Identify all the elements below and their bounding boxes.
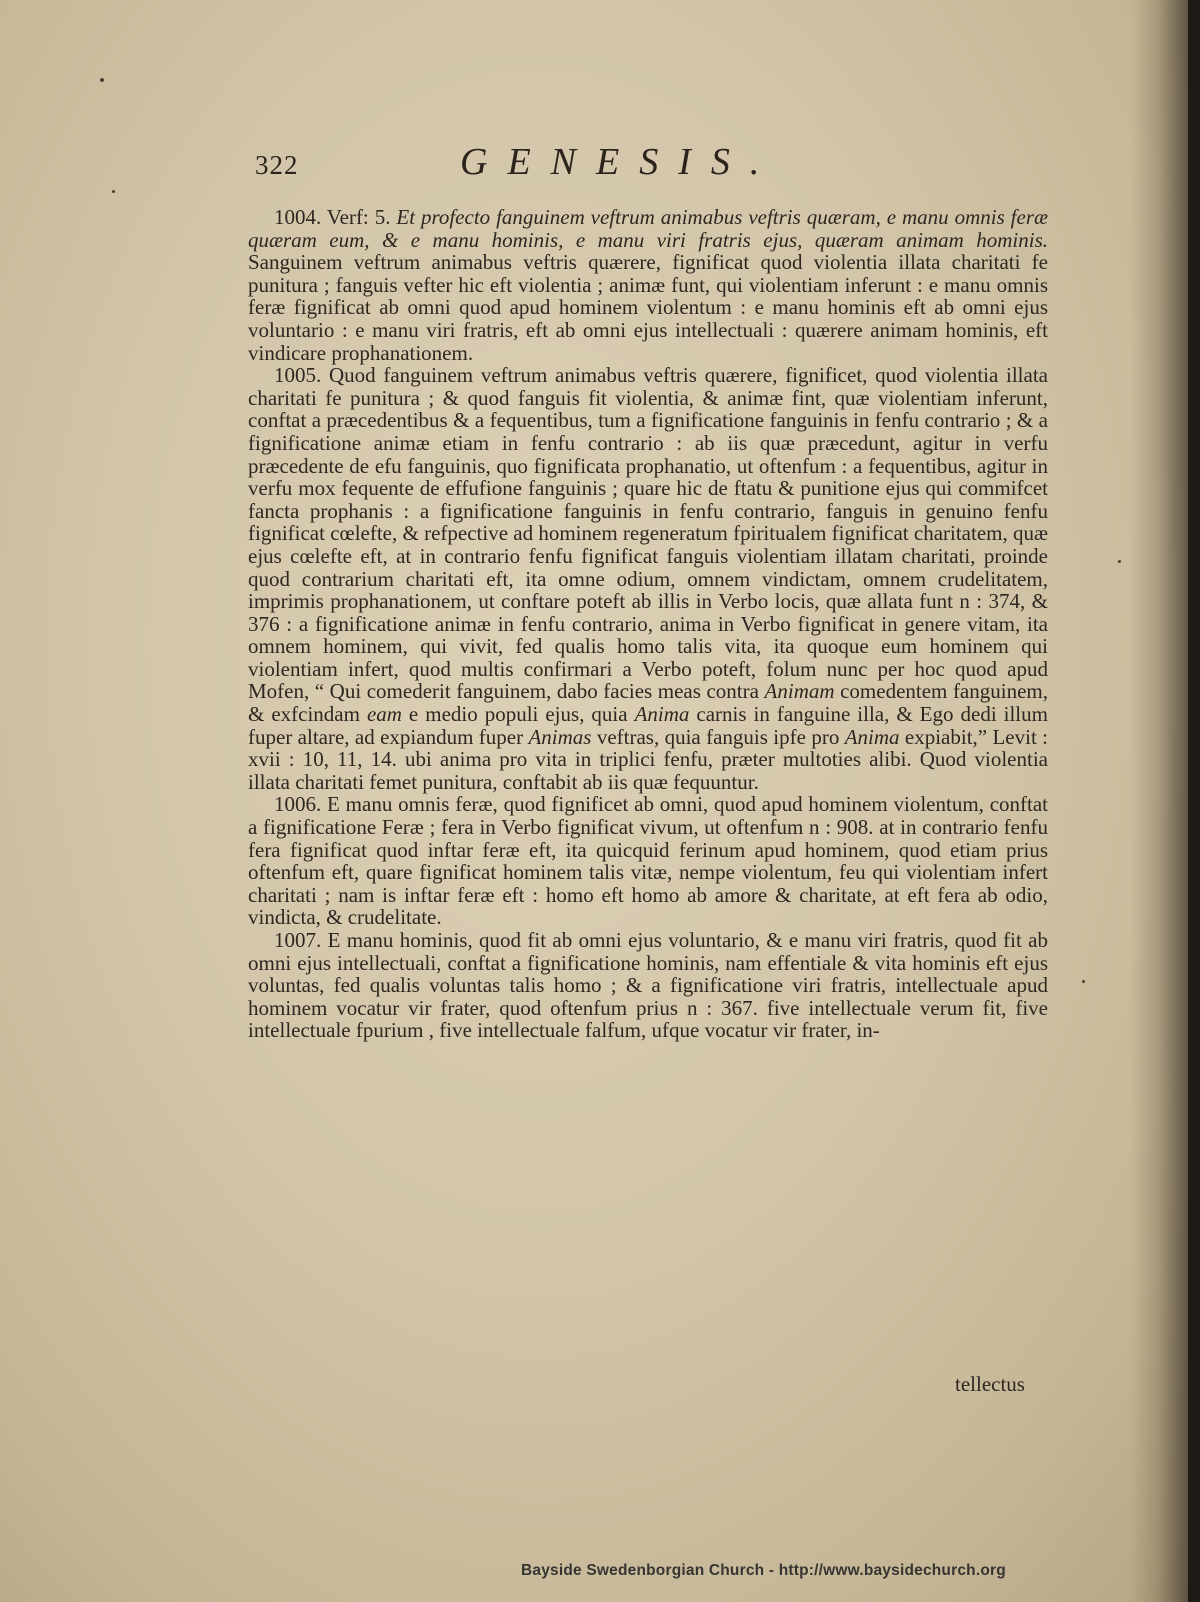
verse-reference: Verf: 5. xyxy=(321,205,397,229)
quote-italic: Animam xyxy=(764,679,835,704)
body-text xyxy=(248,206,1048,1042)
spine-shadow xyxy=(1188,0,1200,1602)
paragraph-1005 xyxy=(248,364,1048,793)
quote-italic: Animas xyxy=(528,724,592,749)
paragraph-1007 xyxy=(248,929,1048,1042)
paragraph-1004 xyxy=(248,206,1048,364)
quote-italic: Anima xyxy=(844,724,900,749)
paragraph-number: 1007. xyxy=(274,928,322,952)
paragraph-text: E manu hominis, quod fit ab omni ejus voluntario, & e manu viri fratris, quod fit ab omni ejus intellectuali, conftat a fignificatione hominis, nam effentiale & vita hominis eft ejus voluntas, fed qualis voluntas talis homo ; & a fignificatione viri fratris, intellectuale apud hominem vocatur vir frater, quod oftenfum prius n : 367. five intellectuale verum fit, five intellectuale fpurium , five intellectuale falfum, ufque vocatur vir frater, in- xyxy=(248,928,1048,1043)
running-head xyxy=(255,140,875,190)
quote-italic: Anima xyxy=(634,702,690,727)
quote-italic: eam xyxy=(366,702,402,727)
paper-speck xyxy=(1118,560,1121,563)
watermark-credit: Bayside Swedenborgian Church - http://www.baysidechurch.org xyxy=(521,1562,1006,1579)
paragraph-text: Quod fanguinem veftrum animabus veftris quærere, fignificet, quod violentia illata charitati fe punitura ; & quod fanguis fit violentia, & animæ fint, quæ violentiam inferunt, conftat a præcedentibus & a fequentibus, tum a fignificatione fanguinis in fenfu contrario ; & a fignificatione animæ etiam in fenfu contrario : ab iis quæ præcedunt, agitur in verfu præcedente de efu fanguinis, quo fignificata prophanatio, ut oftenfum : a fequentibus, agitur in verfu mox fequente de effufione fanguinis ; quare hic de ftatu & punitione ejus qui commifcet fancta prophanis : a fignificatione fanguinis in fenfu contrario, fanguis in genuino fenfu fignificat cœlefte, & refpective ad hominem regeneratum fpiritualem fignificat charitatem, quæ ejus cœlefte eft, at in contrario fenfu fignificat fanguis violentiam illatam charitati, proinde quod contrarium charitati eft, ita omne odium, omnem vindictam, omnem crudelitatem, imprimis prophanationem, ut conftare poteft ab illis in Verbo locis, quæ allata funt n : 374, & 376 : a fignificatione animæ in fenfu contrario, anima in Verbo fignificat in genere vitam, ita omnem hominem, qui vivit, fed qualis homo talis vita, ita quoque eum hominem qui violentiam infert, quod multis confirmari a Verbo poteft, folum nunc per hoc quod apud Mofen, “ Qui comederit fanguinem, dabo facies meas contra xyxy=(248,363,1048,704)
paragraph-number: 1004. xyxy=(274,205,322,229)
quote-text: e medio populi ejus, quia xyxy=(401,702,635,727)
quote-text: carnis in fanguine illa, & Ego dedi illum fuper altare, ad expiandum fuper xyxy=(248,702,1048,749)
quote-text: comedentem fanguinem, & exfcindam xyxy=(248,679,1048,727)
paragraph-number: 1005. xyxy=(274,363,322,388)
paragraph-1006 xyxy=(248,793,1048,929)
quote-text: expiabit,” Levit : xvii : 10, 11, 14. ubi anima pro vita in triplici fenfu, præter multoties alibi. Quod violentia illata charitati femet punitura, conftabit ab iis quæ fequuntur. xyxy=(248,724,1048,794)
quote-text: veftras, quia fanguis ipfe pro xyxy=(591,724,845,749)
paper-speck xyxy=(112,190,115,193)
paragraph-text: E manu omnis feræ, quod fignificet ab omni, quod apud hominem violentum, conftat a fignificatione Feræ ; fera in Verbo fignificat vivum, ut oftenfum n : 908. at in contrario fenfu fera fignificat quod inftar feræ eft, ita quicquid ferinum apud hominem, quod etiam prius oftenfum eft, quare fignificat hominem talis vitæ, nempe violentum, feu qui violentiam infert charitati ; nam is inftar feræ eft : homo eft homo ab amore & charitate, at eft fera ab odio, vindicta, & crudelitate. xyxy=(248,792,1048,930)
page-number: 322 xyxy=(255,150,299,180)
paper-speck xyxy=(100,78,104,82)
paper-speck xyxy=(1082,980,1085,983)
catchword: tellectus xyxy=(955,1372,1025,1396)
verse-quotation: Et profecto fanguinem veftrum animabus veftris quæram, e manu omnis feræ quæram eum, & e manu hominis, e manu viri fratris ejus, quæram animam hominis. xyxy=(248,205,1049,252)
book-title: GENESIS. xyxy=(460,141,780,183)
paragraph-text: Sanguinem veftrum animabus veftris quærere, fignificat quod violentia illata charitati fe punitura ; fanguis vefter hic eft violentia ; animæ funt, qui violentiam inferunt : e manu omnis feræ fignificat ab omni quod apud hominem violentum : e manu hominis eft ab omni ejus voluntario : e manu viri fratris, eft ab omni ejus intellectuali : quærere animam hominis, eft vindicare prophanationem. xyxy=(248,250,1048,365)
paragraph-number: 1006. xyxy=(274,792,322,817)
